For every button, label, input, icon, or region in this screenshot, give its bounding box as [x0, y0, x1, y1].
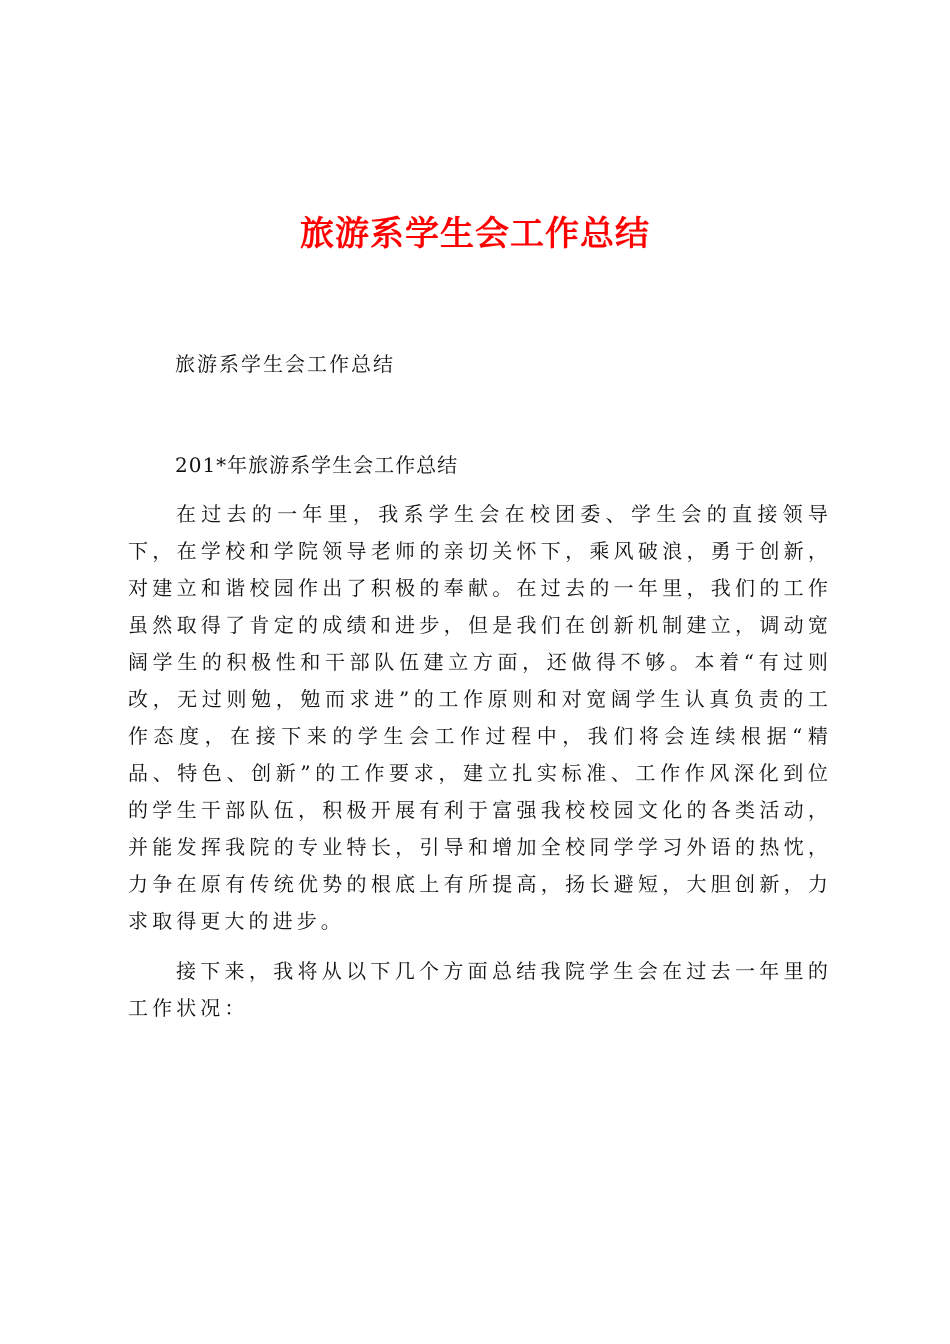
body-paragraph: 在过去的一年里，我系学生会在校团委、学生会的直接领导下，在学校和学院领导老师的亲切关怀下，乘风破浪，勇于创新，对建立和谐校园作出了积极的奉献。在过去的一年里，我们的工作虽然取得了肯定的成绩和进步，但是我们在创新机制建立，调动宽阔学生的积极性和干部队伍建立方面，还做得不够。本着“有过则改，无过则勉，勉而求进”的工作原则和对宽阔学生认真负责的工作态度，在接下来的学生会工作过程中，我们将会连续根据“精品、特色、创新”的工作要求，建立扎实标准、工作作风深化到位的学生干部队伍，积极开展有利于富强我校校园文化的各类活动，并能发挥我院的专业特长，引导和增加全校同学学习外语的热忱，力争在原有传统优势的根底上有所提高，扬长避短，大胆创新，力求取得更大的进步。 — [128, 502, 832, 933]
document-subtitle: 旅游系学生会工作总结 — [175, 352, 395, 376]
body-paragraph: 接下来，我将从以下几个方面总结我院学生会在过去一年里的工作状况： — [128, 959, 832, 1020]
document-title: 旅游系学生会工作总结 — [300, 214, 650, 254]
year-heading: 201*年旅游系学生会工作总结 — [175, 453, 459, 477]
document-body — [128, 496, 832, 1040]
